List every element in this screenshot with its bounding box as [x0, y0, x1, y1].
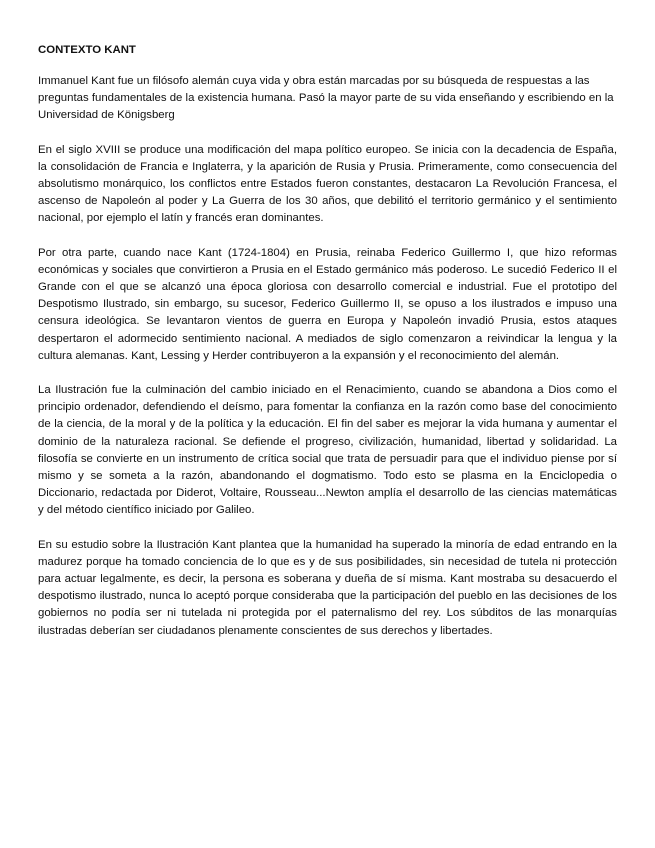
paragraph-political-context: En el siglo XVIII se produce una modificación del mapa político europeo. Se inicia con la decadencia de España, la consolidación de Francia e Inglaterra, y la aparición de Rusia y Prusia. Primeramente, como consecuencia del absolutismo monárquico, los conflictos entre Estados fueron constantes, destacaron La Revolución Francesa, el ascenso de Napoleón al poder y La Guerra de los 30 años, que debilitó el territorio germánico y el sentimiento nacional, por ejemplo el latín y francés eran dominantes. — [38, 143, 617, 225]
paragraph-enlightenment: La Ilustración fue la culminación del cambio iniciado en el Renacimiento, cuando se abandona a Dios como el principio ordenador, defendiendo el deísmo, para fomentar la confianza en la razón como base del conocimiento de la ciencia, de la moral y de la política y la educación. El fin del saber es mejorar la vida humana y aumentar el dominio de la naturaleza racional. Se defiende el progreso, civilización, humanidad, libertad y solidaridad. La filosofía se convierte en un instrumento de crítica social que trata de persuadir para que el individuo piense por sí mismo y se someta a la razón, abandonando el dogmatismo. Todo esto se plasma en la Enciclopedia o Diccionario, redactada por Diderot, Voltaire, Rousseau...Newton amplía el desarrollo de las ciencias matemáticas y del método científico iniciado por Galileo. — [38, 384, 617, 517]
document-title: CONTEXTO KANT — [38, 44, 136, 56]
paragraph-kant-enlightenment: En su estudio sobre la Ilustración Kant plantea que la humanidad ha superado la minoría de edad entrando en la madurez porque ha tomado conciencia de lo que es y de sus posibilidades, sin necesidad de tutela ni protección para actuar legalmente, es decir, la persona es soberana y dueña de sí misma. Kant mostraba su desacuerdo el despotismo ilustrado, nunca lo aceptó porque consideraba que la participación del pueblo en las decisiones de los gobiernos no podía ser ni tutelada ni protegida por el paternalismo del rey. Los súbditos de las monarquías ilustradas deberían ser ciudadanos plenamente conscientes de sus derechos y libertades. — [38, 538, 617, 637]
paragraph-prussia: Por otra parte, cuando nace Kant (1724-1804) en Prusia, reinaba Federico Guillermo I, que hizo reformas económicas y sociales que convirtieron a Prusia en el Estado germánico más poderoso. Le sucedió Federico II el Grande con el que se alcanzó una época gloriosa con desarrollo comercial e industrial. Fue el prototipo del Despotismo Ilustrado, sin embargo, su sucesor, Federico Guillermo II, se opuso a los ilustrados e impuso una censura ideológica. Se levantaron vientos de guerra en Europa y Napoleón invadió Prusia, estos ataques despertaron el adormecido sentimiento nacional. A mediados de siglo comenzaron a reivindicar la lengua y la cultura alemanas. Kant, Lessing y Herder contribuyeron a la expansión y el reconocimiento del alemán. — [38, 246, 617, 362]
document-page — [38, 42, 617, 657]
paragraph-intro: Immanuel Kant fue un filósofo alemán cuya vida y obra están marcadas por su búsqueda de respuestas a las preguntas fundamentales de la existencia humana. Pasó la mayor parte de su vida enseñando y escribiendo en la Universidad de Königsberg — [38, 75, 614, 122]
